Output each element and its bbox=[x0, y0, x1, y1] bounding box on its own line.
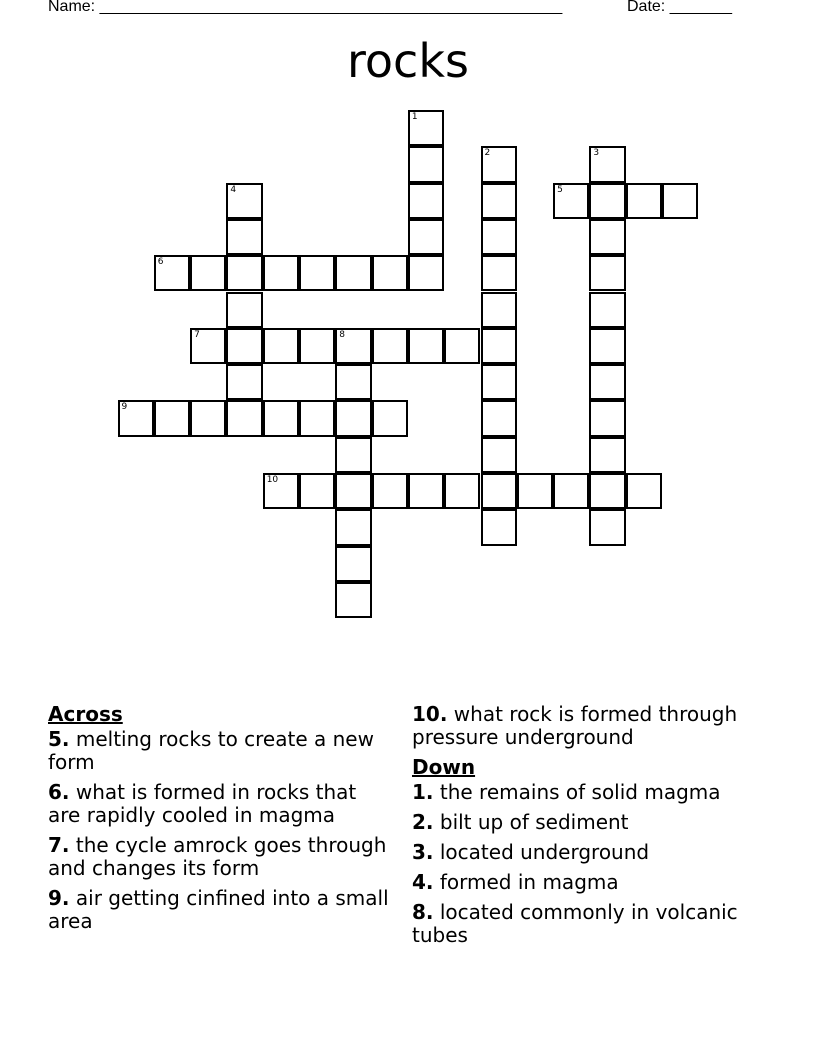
grid-cell[interactable] bbox=[226, 292, 262, 328]
grid-cell[interactable] bbox=[372, 328, 408, 364]
grid-cell[interactable] bbox=[626, 183, 662, 219]
grid-cell[interactable] bbox=[662, 183, 698, 219]
grid-cell[interactable] bbox=[263, 255, 299, 291]
clue-number: 4. bbox=[412, 870, 434, 894]
grid-cell[interactable] bbox=[263, 400, 299, 436]
grid-cell[interactable] bbox=[589, 292, 625, 328]
grid-cell[interactable] bbox=[589, 183, 625, 219]
grid-cell[interactable] bbox=[299, 473, 335, 509]
grid-cell[interactable] bbox=[372, 400, 408, 436]
grid-cell[interactable] bbox=[335, 400, 371, 436]
grid-cell[interactable] bbox=[335, 328, 371, 364]
cell-number: 2 bbox=[484, 148, 491, 159]
grid-cell[interactable] bbox=[481, 255, 517, 291]
grid-cell[interactable] bbox=[444, 473, 480, 509]
date-field-line: Date: _______ bbox=[627, 0, 732, 15]
name-field-line: Name: ____________________________________________________ bbox=[48, 0, 563, 15]
page-title: rocks bbox=[347, 34, 469, 88]
grid-cell[interactable] bbox=[408, 146, 444, 182]
grid-cell[interactable] bbox=[589, 219, 625, 255]
clue-down-2 bbox=[412, 811, 772, 834]
grid-cell[interactable] bbox=[226, 183, 262, 219]
clue-down-4 bbox=[412, 871, 772, 894]
grid-cell[interactable] bbox=[481, 509, 517, 545]
grid-cell[interactable] bbox=[589, 509, 625, 545]
clue-down-3 bbox=[412, 841, 772, 864]
cell-number: 8 bbox=[339, 329, 346, 340]
clue-number: 8. bbox=[412, 900, 434, 924]
grid-cell[interactable] bbox=[190, 400, 226, 436]
cell-number: 10 bbox=[266, 475, 279, 485]
grid-cell[interactable] bbox=[335, 255, 371, 291]
clue-number: 3. bbox=[412, 840, 434, 864]
down-heading: Down bbox=[412, 755, 476, 779]
grid-cell[interactable] bbox=[154, 255, 190, 291]
clue-text: what is formed in rocks that are rapidly cooled in magma bbox=[48, 780, 357, 827]
grid-cell[interactable] bbox=[299, 400, 335, 436]
grid-cell[interactable] bbox=[481, 328, 517, 364]
grid-cell[interactable] bbox=[190, 255, 226, 291]
grid-cell[interactable] bbox=[589, 437, 625, 473]
grid-cell[interactable] bbox=[481, 400, 517, 436]
grid-cell[interactable] bbox=[481, 437, 517, 473]
grid-cell[interactable] bbox=[481, 364, 517, 400]
grid-cell[interactable] bbox=[299, 328, 335, 364]
grid-cell[interactable] bbox=[589, 146, 625, 182]
grid-cell[interactable] bbox=[589, 473, 625, 509]
grid-cell[interactable] bbox=[408, 219, 444, 255]
clue-number: 10. bbox=[412, 702, 448, 726]
clue-across-5 bbox=[48, 728, 393, 774]
clue-number: 7. bbox=[48, 833, 70, 857]
grid-cell[interactable] bbox=[553, 183, 589, 219]
grid-cell[interactable] bbox=[444, 328, 480, 364]
clue-number: 1. bbox=[412, 780, 434, 804]
clue-across-9 bbox=[48, 887, 393, 933]
clue-text: formed in magma bbox=[439, 870, 619, 894]
across-heading: Across bbox=[48, 702, 123, 726]
grid-cell[interactable] bbox=[481, 473, 517, 509]
grid-cell[interactable] bbox=[335, 546, 371, 582]
grid-cell[interactable] bbox=[335, 437, 371, 473]
grid-cell[interactable] bbox=[481, 146, 517, 182]
grid-cell[interactable] bbox=[263, 473, 299, 509]
grid-cell[interactable] bbox=[626, 473, 662, 509]
grid-cell[interactable] bbox=[226, 400, 262, 436]
grid-cell[interactable] bbox=[154, 400, 190, 436]
grid-cell[interactable] bbox=[299, 255, 335, 291]
cell-number: 6 bbox=[157, 257, 164, 268]
grid-cell[interactable] bbox=[589, 364, 625, 400]
clue-text: what rock is formed through pressure underground bbox=[412, 702, 738, 749]
grid-cell[interactable] bbox=[408, 110, 444, 146]
grid-cell[interactable] bbox=[408, 473, 444, 509]
cell-number: 5 bbox=[557, 184, 563, 195]
grid-cell[interactable] bbox=[226, 255, 262, 291]
clue-across-10 bbox=[412, 703, 772, 749]
clue-number: 2. bbox=[412, 810, 434, 834]
cell-number: 3 bbox=[593, 148, 600, 159]
grid-cell[interactable] bbox=[589, 255, 625, 291]
grid-cell[interactable] bbox=[226, 328, 262, 364]
clues-left-column bbox=[48, 703, 393, 940]
grid-cell[interactable] bbox=[589, 400, 625, 436]
grid-cell[interactable] bbox=[408, 255, 444, 291]
grid-cell[interactable] bbox=[263, 328, 299, 364]
clue-text: the cycle amrock goes through and changes its form bbox=[48, 833, 387, 880]
clue-text: bilt up of sediment bbox=[439, 810, 629, 834]
grid-cell[interactable] bbox=[589, 328, 625, 364]
grid-cell[interactable] bbox=[553, 473, 589, 509]
clue-across-6 bbox=[48, 781, 393, 827]
clue-text: air getting cinfined into a small area bbox=[48, 886, 389, 933]
grid-cell[interactable] bbox=[372, 473, 408, 509]
grid-cell[interactable] bbox=[481, 219, 517, 255]
clues-right-column bbox=[412, 703, 772, 954]
grid-cell[interactable] bbox=[118, 400, 154, 436]
clue-text: located underground bbox=[439, 840, 650, 864]
clue-number: 6. bbox=[48, 780, 70, 804]
clue-text: melting rocks to create a new form bbox=[48, 727, 374, 774]
grid-cell[interactable] bbox=[226, 219, 262, 255]
clue-text: the remains of solid magma bbox=[439, 780, 721, 804]
grid-cell[interactable] bbox=[335, 473, 371, 509]
clue-number: 5. bbox=[48, 727, 70, 751]
grid-cell[interactable] bbox=[190, 328, 226, 364]
grid-cell[interactable] bbox=[372, 255, 408, 291]
cell-number: 1 bbox=[411, 112, 418, 122]
grid-cell[interactable] bbox=[517, 473, 553, 509]
clue-number: 9. bbox=[48, 886, 70, 910]
grid-cell[interactable] bbox=[226, 364, 262, 400]
grid-cell[interactable] bbox=[335, 582, 371, 618]
grid-cell[interactable] bbox=[335, 364, 371, 400]
clue-down-1 bbox=[412, 781, 772, 804]
clue-down-8 bbox=[412, 901, 772, 947]
cell-number: 7 bbox=[194, 329, 200, 340]
clue-across-7 bbox=[48, 834, 393, 880]
cell-number: 9 bbox=[121, 402, 128, 413]
grid-cell[interactable] bbox=[481, 183, 517, 219]
grid-cell[interactable] bbox=[335, 509, 371, 545]
grid-cell[interactable] bbox=[408, 328, 444, 364]
clue-text: located commonly in volcanic tubes bbox=[412, 900, 738, 947]
grid-cell[interactable] bbox=[481, 292, 517, 328]
grid-cell[interactable] bbox=[408, 183, 444, 219]
cell-number: 4 bbox=[230, 184, 237, 195]
